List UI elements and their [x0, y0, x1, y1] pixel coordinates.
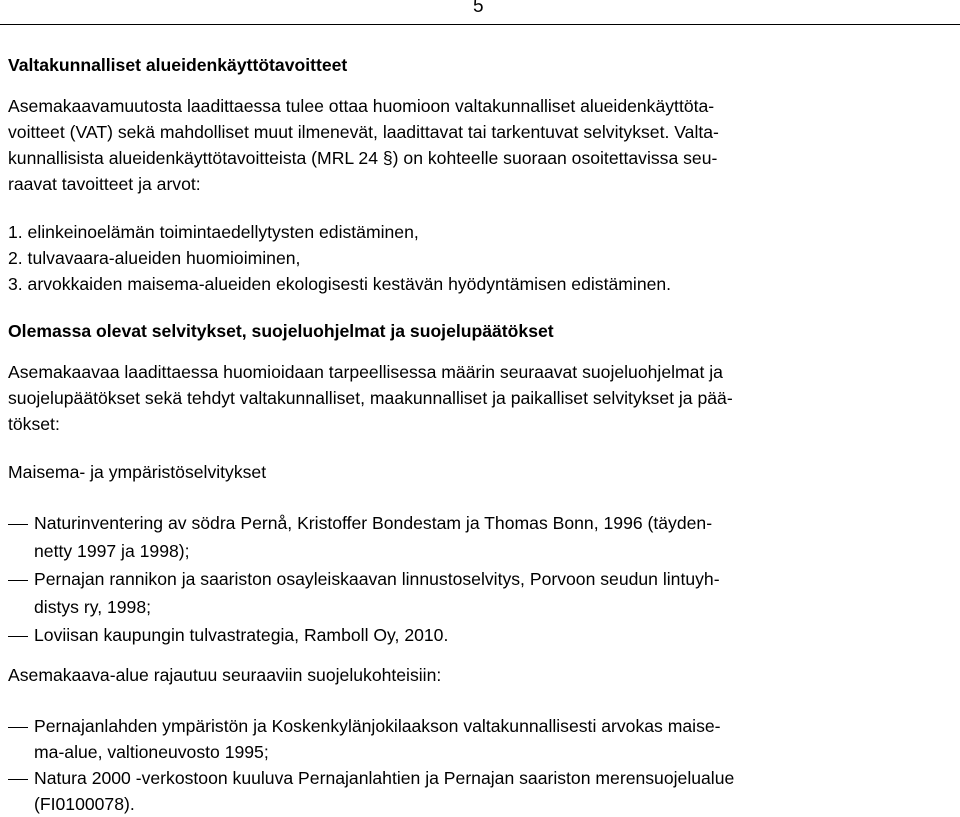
header-rule — [0, 24, 960, 25]
subheading-landscape-surveys: Maisema- ja ympäristöselvitykset — [8, 462, 267, 482]
list-item: Naturinventering av södra Pernå, Kristoffer Bondestam ja Thomas Bonn, 1996 (täyden- — [34, 513, 713, 533]
paragraph-line: suojelupäätökset sekä tehdyt valtakunnalliset, maakunnalliset ja paikalliset selvitykset ja pää- — [8, 388, 733, 408]
list-item-continuation: netty 1997 ja 1998); — [34, 541, 190, 561]
list-item: Pernajanlahden ympäristön ja Koskenkylänjokilaakson valtakunnallisesti arvokas maise- — [34, 716, 721, 736]
list-item: Pernajan rannikon ja saariston osayleiskaavan linnustoselvitys, Porvoon seudun lintuyh- — [34, 569, 720, 589]
page-number: 5 — [473, 0, 484, 17]
paragraph-line: kunnallisista alueidenkäyttötavoitteista (MRL 24 §) on kohteelle suoraan osoitettavissa seu- — [8, 148, 718, 168]
numbered-item: 2. tulvavaara-alueiden huomioiminen, — [8, 248, 301, 268]
list-item-continuation: ma-alue, valtioneuvosto 1995; — [34, 742, 269, 762]
dash-bullet — [8, 524, 28, 525]
dash-bullet — [8, 636, 28, 637]
paragraph-line: Asemakaavaa laadittaessa huomioidaan tarpeellisessa määrin seuraavat suojeluohjelmat ja — [8, 362, 723, 382]
section-heading-vat: Valtakunnalliset alueidenkäyttötavoitteet — [8, 55, 348, 75]
dash-bullet — [8, 580, 28, 581]
list-item: Natura 2000 -verkostoon kuuluva Pernajanlahtien ja Pernajan saariston merensuojelualue — [34, 768, 735, 788]
list-item: Loviisan kaupungin tulvastrategia, Ramboll Oy, 2010. — [34, 625, 449, 645]
dash-bullet — [8, 727, 28, 728]
dash-bullet — [8, 779, 28, 780]
borders-intro: Asemakaava-alue rajautuu seuraaviin suojelukohteisiin: — [8, 665, 442, 685]
paragraph-line: tökset: — [8, 414, 60, 434]
paragraph-line: voitteet (VAT) sekä mahdolliset muut ilmenevät, laadittavat tai tarkentuvat selvitykset. Valta- — [8, 122, 719, 142]
list-item-continuation: (FI0100078). — [34, 794, 135, 814]
section-heading-surveys: Olemassa olevat selvitykset, suojeluohjelmat ja suojelupäätökset — [8, 321, 554, 341]
numbered-item: 3. arvokkaiden maisema-alueiden ekologisesti kestävän hyödyntämisen edistäminen. — [8, 274, 672, 294]
paragraph-line: raavat tavoitteet ja arvot: — [8, 174, 201, 194]
numbered-item: 1. elinkeinoelämän toimintaedellytysten edistäminen, — [8, 222, 419, 242]
list-item-continuation: distys ry, 1998; — [34, 597, 152, 617]
paragraph-line: Asemakaavamuutosta laadittaessa tulee ottaa huomioon valtakunnalliset alueidenkäyttöta- — [8, 96, 715, 116]
